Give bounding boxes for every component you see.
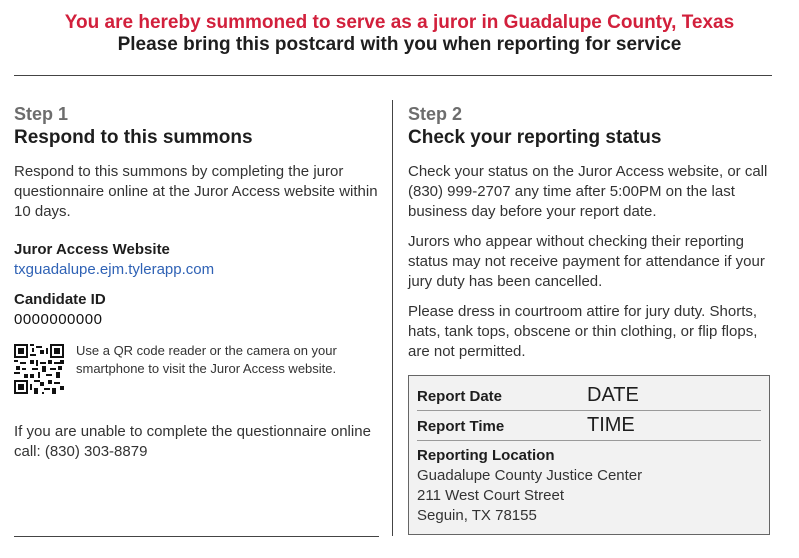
step2-number: Step 2 [408,104,463,124]
address-line-3: Seguin, TX 78155 [417,507,537,524]
status-instructions: Check your status on the Juror Access website, or call (830) 999-2707 any time after 5:00PM on the last business day before your report date. [408,163,768,220]
address-line-1: Guadalupe County Justice Center [417,467,643,484]
qr-code-icon [14,344,64,394]
call-instructions: If you are unable to complete the questionnaire online call: (830) 303-8879 [14,423,371,460]
dress-code: Please dress in courtroom attire for jury duty. Shorts, hats, tank tops, obscene or thin clothing, or flip flops, are not permitted. [408,303,758,360]
summons-title: You are hereby summoned to serve as a juror in Guadalupe County, Texas [64,12,735,33]
report-date-row [417,380,761,411]
qr-instructions: Use a QR code reader or the camera on your smartphone to visit the Juror Access website. [76,343,337,376]
report-date-value: DATE [587,384,639,406]
summons-subtitle: Please bring this postcard with you when reporting for service [117,34,682,55]
step1-number: Step 1 [14,104,69,124]
report-time-row [417,410,761,441]
column-divider [392,100,393,536]
step2-title: Check your reporting status [408,127,662,148]
payment-warning: Jurors who appear without checking their reporting status may not receive payment for attendance if your jury duty has been cancelled. [408,233,765,290]
candidate-id: 0000000000 [14,311,103,328]
website-link[interactable]: txguadalupe.ejm.tylerapp.com [14,261,215,278]
reporting-location [417,446,757,526]
website-block [14,240,379,280]
step1-intro: Respond to this summons by completing the juror questionnaire online at the Juror Access website within 10 days. [14,163,378,220]
website-label: Juror Access Website [14,241,170,258]
step1-column [14,103,379,462]
location-label: Reporting Location [417,447,555,464]
bottom-divider [14,536,379,537]
report-time-value: TIME [587,414,635,436]
address-line-2: 211 West Court Street [417,487,565,504]
qr-block [14,344,379,394]
report-details-box [408,375,770,535]
top-divider [14,75,772,76]
step1-title: Respond to this summons [14,127,253,148]
step2-column [408,103,780,362]
report-date-label: Report Date [417,388,503,405]
candidate-block [14,290,379,330]
report-time-label: Report Time [417,418,505,435]
summons-header [0,12,799,56]
candidate-label: Candidate ID [14,291,106,308]
